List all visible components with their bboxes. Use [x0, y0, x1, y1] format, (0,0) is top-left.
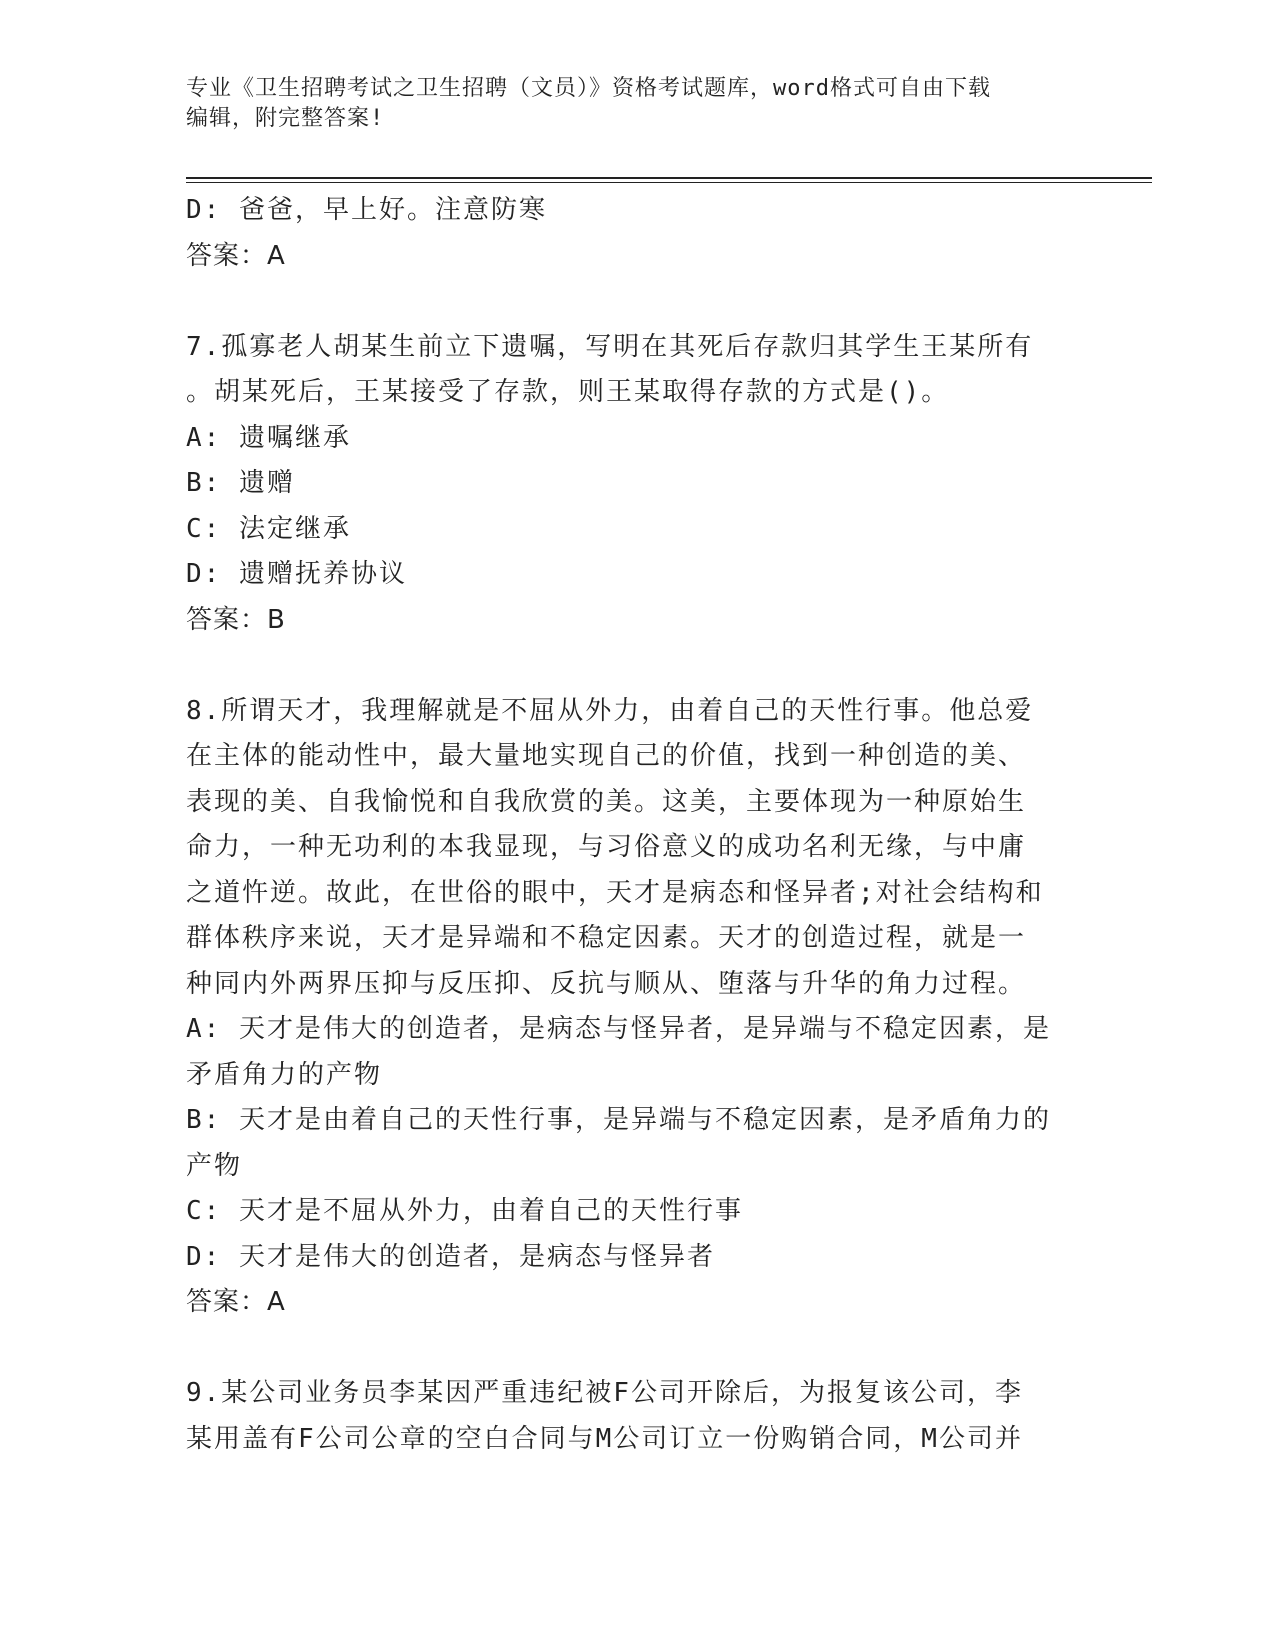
q8-stem-line: 种同内外两界压抑与反压抑、反抗与顺从、堕落与升华的角力过程。: [186, 968, 1027, 999]
q8-option-a-line: A: 天才是伟大的创造者，是病态与怪异者，是异端与不稳定因素，是: [186, 1014, 1051, 1044]
q7-stem-line: 。胡某死后，王某接受了存款，则王某取得存款的方式是()。: [186, 377, 950, 407]
q6-answer: 答案：A: [186, 240, 286, 271]
header-divider-thick: [186, 177, 1152, 179]
question-9: [186, 1371, 1086, 1462]
header-line-1: 专业《卫生招聘考试之卫生招聘（文员）》资格考试题库，word格式可自由下载: [186, 76, 991, 101]
question-spacer: [186, 279, 1086, 325]
q8-option-b-line: B: 天才是由着自己的天性行事，是异端与不稳定因素，是矛盾角力的: [186, 1105, 1051, 1135]
q7-answer: 答案：B: [186, 604, 286, 635]
question-8: [186, 689, 1086, 1326]
q8-option-b-line: 产物: [186, 1150, 243, 1181]
header-line-2: 编辑，附完整答案!: [186, 106, 385, 131]
q8-option-d: D: 天才是伟大的创造者，是病态与怪异者: [186, 1241, 715, 1272]
q7-option-b: B: 遗赠: [186, 468, 295, 498]
q8-stem-line: 表现的美、自我愉悦和自我欣赏的美。这美，主要体现为一种原始生: [186, 786, 1027, 817]
question-7: [186, 325, 1086, 644]
q7-option-d: D: 遗赠抚养协议: [186, 559, 407, 589]
q9-stem-line: 9.某公司业务员李某因严重违纪被F公司开除后，为报复该公司，李: [186, 1378, 1023, 1408]
q8-answer: 答案：A: [186, 1287, 286, 1317]
question-spacer: [186, 1326, 1086, 1372]
q7-option-a: A: 遗嘱继承: [186, 422, 351, 453]
q7-stem-line: 7.孤寡老人胡某生前立下遗嘱，写明在其死后存款归其学生王某所有: [186, 331, 1034, 362]
question-content: [186, 188, 1086, 1462]
q8-stem-line: 在主体的能动性中，最大量地实现自己的价值，找到一种创造的美、: [186, 741, 1027, 771]
q8-stem-line: 群体秩序来说，天才是异端和不稳定因素。天才的创造过程，就是一: [186, 923, 1027, 953]
document-header: [186, 74, 1066, 134]
q8-option-a-line: 矛盾角力的产物: [186, 1059, 383, 1090]
q8-stem-line: 8.所谓天才，我理解就是不屈从外力，由着自己的天性行事。他总爱: [186, 695, 1034, 726]
question-spacer: [186, 643, 1086, 689]
q8-option-c: C: 天才是不屈从外力，由着自己的天性行事: [186, 1196, 743, 1226]
question-6-tail: [186, 188, 1086, 279]
header-divider-thin: [186, 182, 1152, 183]
q7-option-c: C: 法定继承: [186, 513, 351, 544]
q6-option-d: D: 爸爸，早上好。注意防寒: [186, 195, 547, 225]
q8-stem-line: 之道忤逆。故此，在世俗的眼中，天才是病态和怪异者;对社会结构和: [186, 877, 1044, 908]
q8-stem-line: 命力，一种无功利的本我显现，与习俗意义的成功名利无缘，与中庸: [186, 832, 1027, 862]
q9-stem-line: 某用盖有F公司公章的空白合同与M公司订立一份购销合同，M公司并: [186, 1423, 1023, 1454]
